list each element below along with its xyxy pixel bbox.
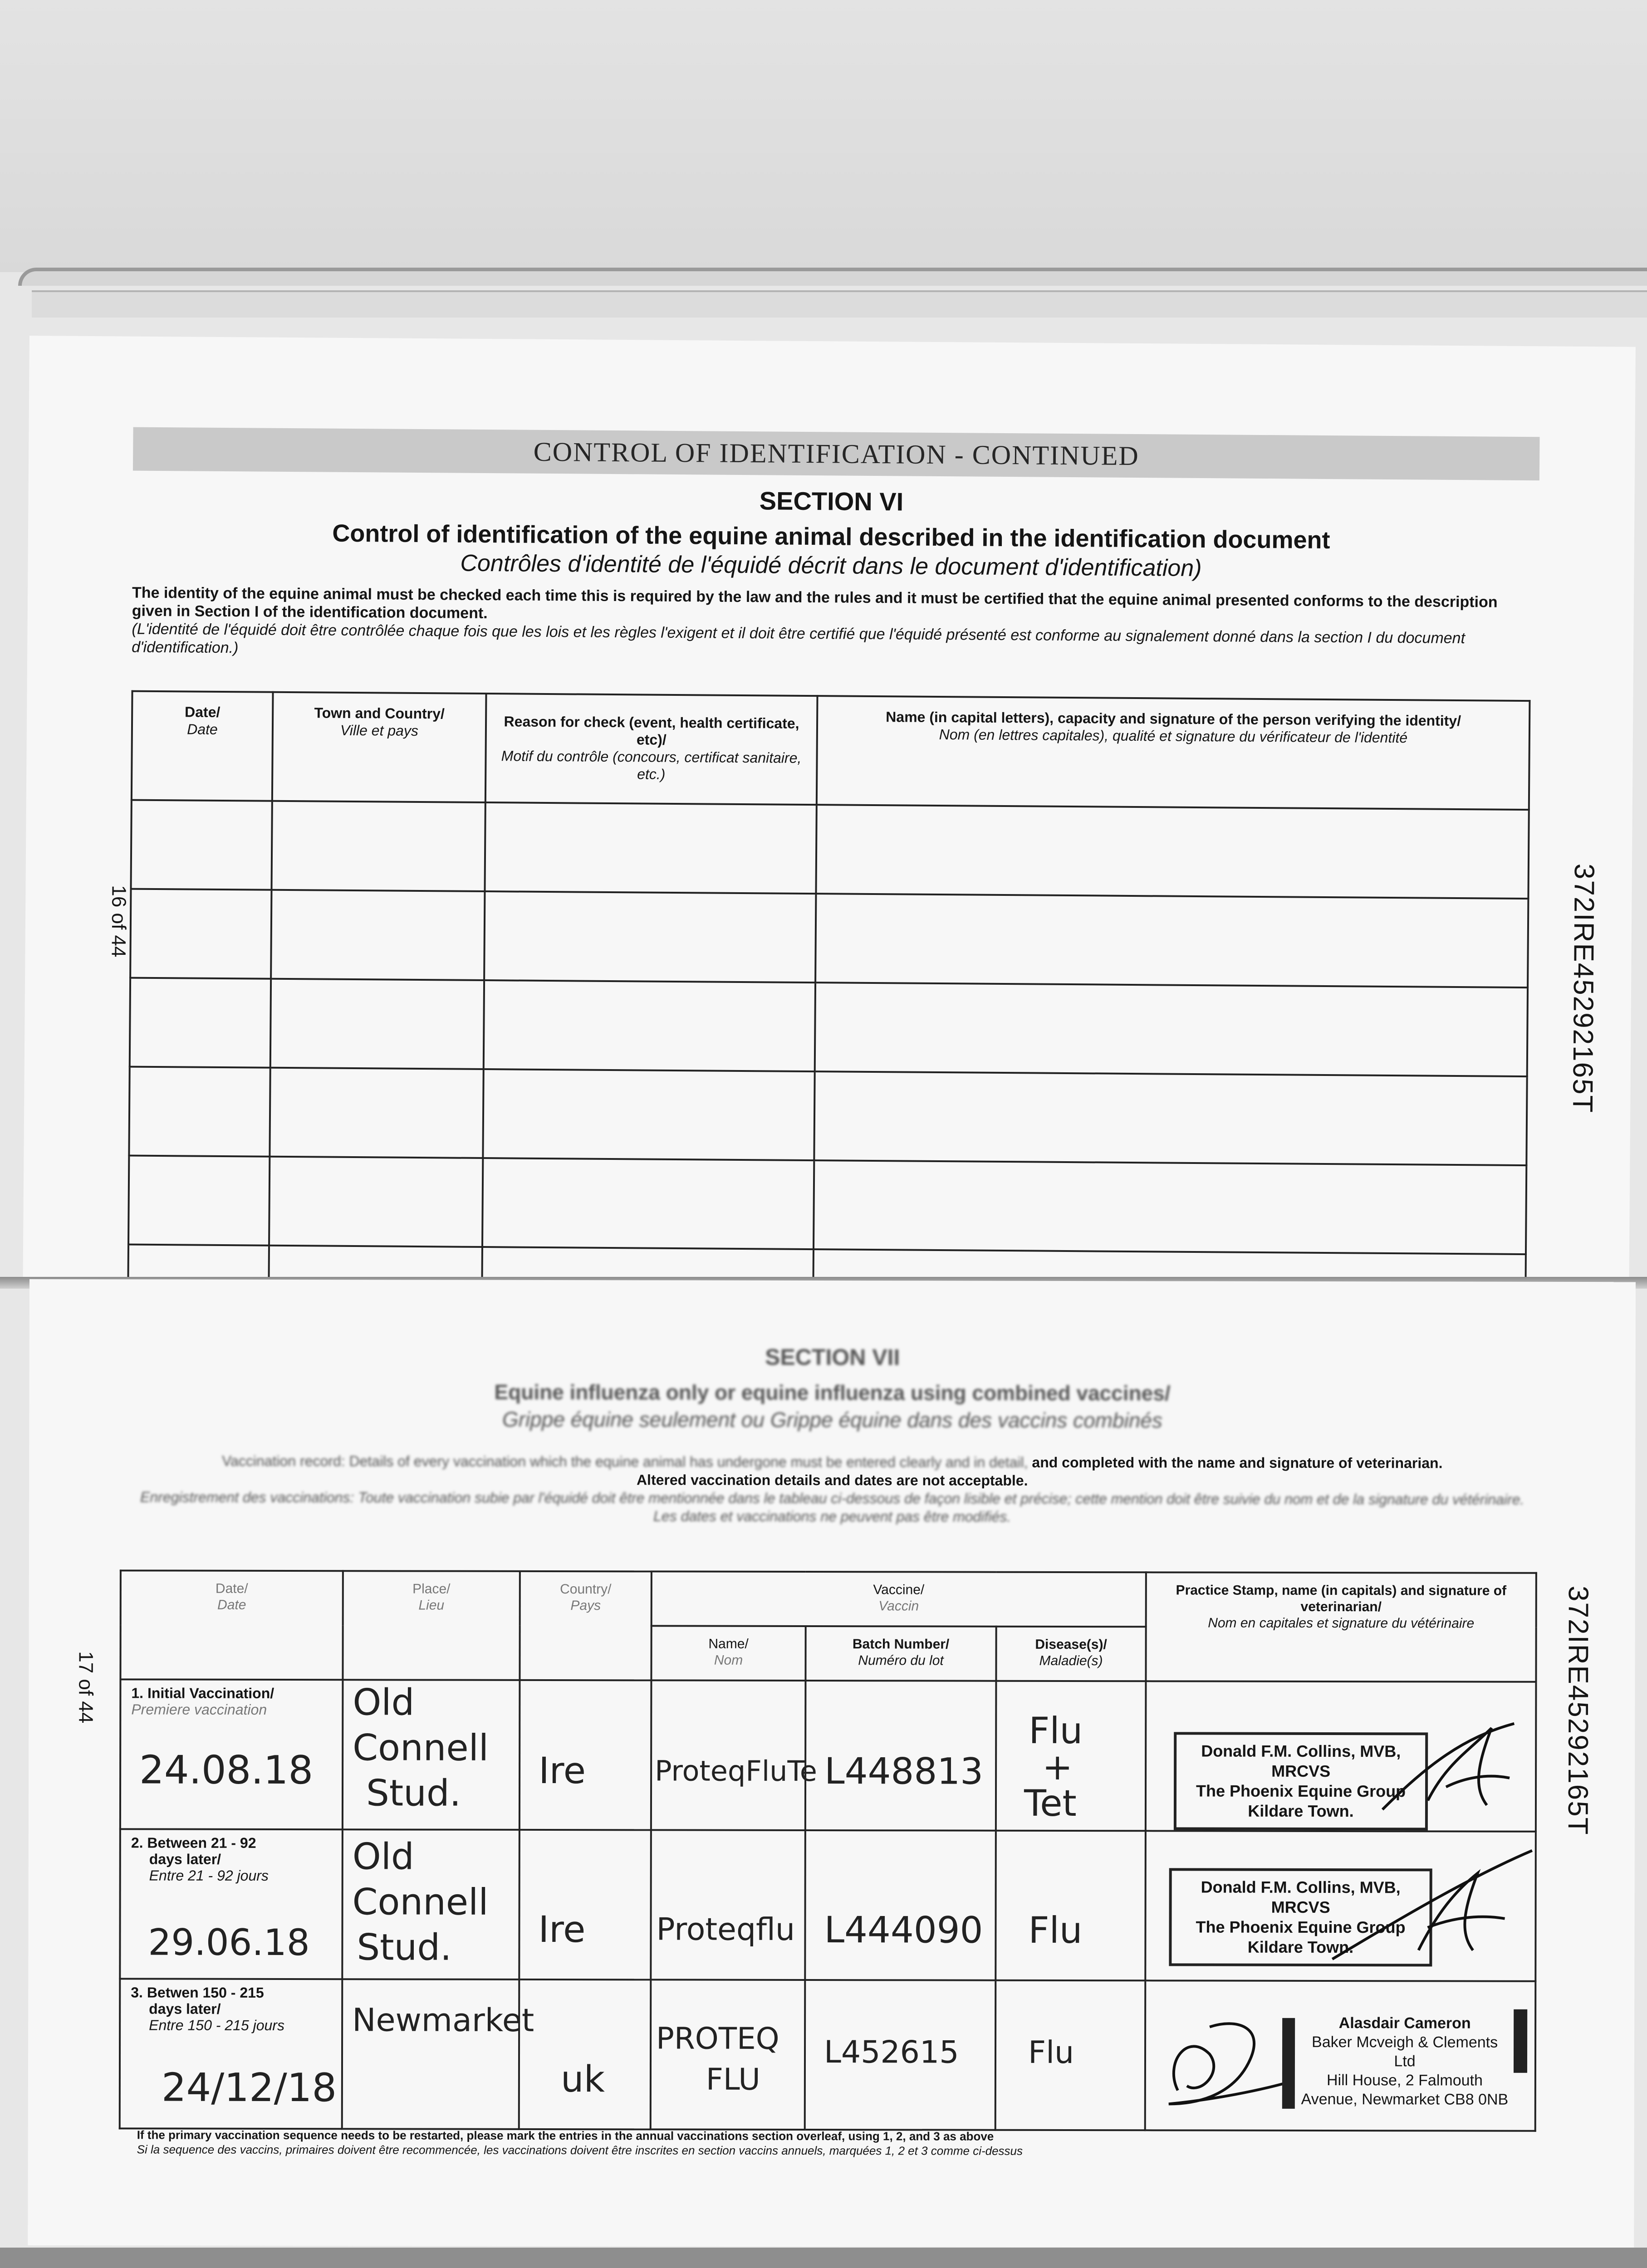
country-cell: uk: [519, 1980, 651, 2130]
col-header-town: Town and Country/ Ville et pays: [272, 692, 486, 802]
document-id: 372IRE45292165T: [1562, 1585, 1594, 1836]
section-header-band: [133, 427, 1540, 481]
identification-check-table: [127, 690, 1531, 1290]
table-row: [130, 978, 1528, 1076]
vet-signature: [1373, 1710, 1528, 1828]
stamp-mark: [1282, 2018, 1295, 2109]
vaccination-table: [119, 1569, 1537, 2131]
section-title: SECTION VI: [759, 486, 904, 516]
title-english: Equine influenza only or equine influenza using combined vaccines/: [494, 1380, 1171, 1405]
batch-cell: L448813: [805, 1681, 996, 1831]
scanner-bottom-edge: [0, 2248, 1647, 2268]
document-id: 372IRE45292165T: [1567, 863, 1600, 1114]
date-cell: 2. Between 21 - 92 days later/ Entre 21 - 92 jours 29.06.18: [120, 1829, 343, 1979]
vaccination-record-note: [129, 1452, 1535, 1526]
stamp-cell: [1145, 1831, 1536, 1981]
date-cell: 3. Betwen 150 - 215 days later/ Entre 150 - 215 jours 24/12/18: [120, 1979, 343, 2129]
col-header-vaccine-name: Name/ Nom: [651, 1626, 805, 1681]
col-header-batch: Batch Number/ Numéro du lot: [805, 1626, 996, 1681]
col-header-reason: Reason for check (event, health certificate, etc)/ Motif du contrôle (concours, certificat sanitaire, etc.): [485, 694, 818, 805]
vet-stamp: Donald F.M. Collins, MVB, MRCVS The Phoenix Equine Group Kildare Town.: [1174, 1732, 1428, 1830]
handwritten-date: 24/12/18: [161, 2065, 337, 2111]
vet-stamp: Donald F.M. Collins, MVB, MRCVS The Phoenix Equine Group Kildare Town.: [1169, 1868, 1432, 1966]
page-number: 17 of 44: [74, 1651, 97, 1724]
footnote-french: Si la sequence des vaccins, primaires doivent être recommencée, les vaccinations doivent être inscrites en section vaccins annuels, marquées 1, 2 et 3 comme ci-dessus: [137, 2142, 1023, 2158]
intro-english: The identity of the equine animal must be checked each time this is required by the law and the rules and it must be certified that the equine animal presented conforms to the description given in Section I of the identification document.: [132, 584, 1498, 622]
disease-cell: Flu: [995, 1831, 1146, 1981]
passport-page-16: [23, 336, 1635, 1290]
handwritten-date: 24.08.18: [139, 1747, 314, 1794]
vaccine-name-cell: ProteqFluTe: [651, 1680, 806, 1830]
plastic-sleeve-inner-edge: [32, 290, 1647, 318]
batch-cell: L452615: [805, 1980, 996, 2130]
vet-stamp: Alasdair Cameron Baker Mcveigh & Clements Ltd Hill House, 2 Falmouth Avenue, Newmarket CB8 0NB: [1301, 2014, 1509, 2108]
stamp-cell: [1146, 1681, 1536, 1832]
vet-signature: [1160, 1999, 1296, 2118]
date-cell: 1. Initial Vaccination/ Premiere vaccination 24.08.18: [120, 1679, 343, 1829]
col-header-stamp: Practice Stamp, name (in capitals) and signature of veterinarian/ Nom en capitales et signature du vétérinaire: [1146, 1572, 1536, 1682]
col-header-place: Place/ Lieu: [343, 1571, 520, 1680]
place-cell: Old Connell Stud.: [342, 1829, 520, 1980]
col-header-country: Country/ Pays: [520, 1571, 651, 1681]
vaccine-name-cell: Proteqflu: [651, 1830, 805, 1980]
table-row: [120, 1679, 1536, 1831]
intro-french: (L'identité de l'équidé doit être contrôlée chaque fois que les lois et les règles l'exigent et il doit être certifié que l'équidé présenté est conforme au signalement donné dans la section I du document d'identification.): [132, 620, 1466, 657]
stamp-mark: [1514, 2009, 1527, 2073]
note-english-2: Altered vaccination details and dates are not acceptable.: [636, 1471, 1028, 1489]
footnote: [137, 2127, 1544, 2159]
note-english: and completed with the name and signature of veterinarian.: [1032, 1454, 1443, 1471]
title-french: Grippe équine seulement ou Grippe équine dans des vaccins combinés: [502, 1407, 1163, 1432]
passport-page-17: [28, 1279, 1636, 2248]
table-header-row: [121, 1570, 1536, 1627]
country-cell: Ire: [519, 1830, 651, 1980]
stamp-cell: [1145, 1980, 1536, 2131]
title-french: Contrôles d'identité de l'équidé décrit dans le document d'identification): [460, 550, 1202, 582]
section-title: SECTION VII: [765, 1344, 900, 1370]
page-number: 16 of 44: [107, 885, 130, 958]
note-french: Enregistrement des vaccinations: Toute vaccination subie par l'équidé doit être mentionnée dans le tableau ci-dessous de façon lisible et précise; cette mention doit être suivie du nom et de la signature du vétérinaire. Les dates et vaccinations ne peuvent pas être modifiés.: [140, 1489, 1524, 1525]
footnote-english: If the primary vaccination sequence needs to be restarted, please mark the entries in the annual vaccinations section overleaf, using 1, 2, and 3 as above: [137, 2128, 994, 2143]
table-row: [120, 1829, 1536, 1981]
place-cell: Newmarket: [342, 1979, 520, 2129]
col-header-date: Date/ Date: [132, 691, 273, 801]
place-cell: Old Connell Stud.: [343, 1680, 520, 1830]
vet-signature: [1319, 1841, 1536, 1969]
country-cell: Ire: [520, 1680, 652, 1830]
col-header-vaccine: Vaccine/ Vaccin: [652, 1571, 1146, 1627]
col-header-disease: Disease(s)/ Maladie(s): [996, 1627, 1146, 1681]
vaccine-name-cell: PROTEQ FLU: [651, 1980, 805, 2130]
table-row: [128, 1156, 1526, 1254]
table-header-row: [132, 691, 1530, 810]
disease-cell: Flu + Tet: [996, 1681, 1146, 1831]
col-header-verifier: Name (in capital letters), capacity and signature of the person verifying the identity/ Nom (en lettres capitales), qualité et signature du vérificateur de l'identité: [817, 696, 1530, 810]
disease-cell: Flu: [995, 1980, 1146, 2131]
handwritten-date: 29.06.18: [148, 1921, 310, 1964]
table-row: [130, 889, 1528, 987]
scanner-background: [0, 0, 1647, 272]
batch-cell: L444090: [805, 1830, 996, 1980]
band-title: CONTROL OF IDENTIFICATION - CONTINUED: [533, 436, 1139, 471]
plastic-sleeve-edge: [18, 268, 1647, 286]
col-header-date: Date/ Date: [120, 1570, 343, 1680]
table-row: [131, 800, 1529, 899]
intro-text: [132, 584, 1539, 666]
title-english: Control of identification of the equine animal described in the identification document: [332, 519, 1330, 554]
table-row: [129, 1067, 1527, 1165]
note-english-blurred: Vaccination record: Details of every vaccination which the equine animal has undergone must be entered clearly and in detail,: [222, 1452, 1028, 1471]
table-row: [120, 1979, 1536, 2131]
